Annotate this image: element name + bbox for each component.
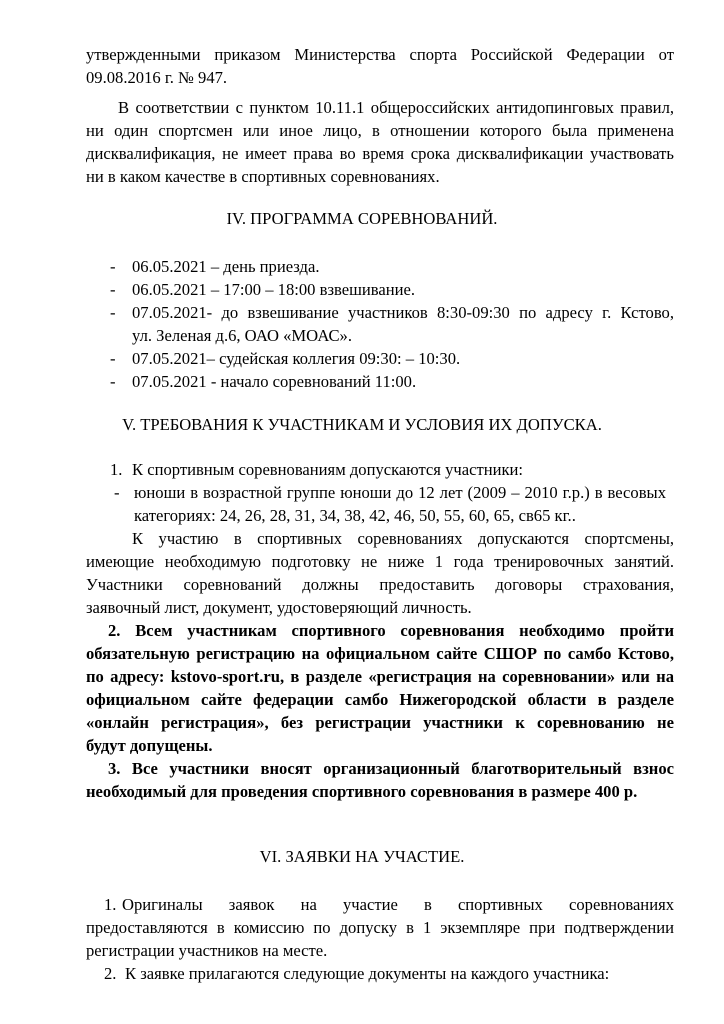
applications-item-1-line-3: регистрации участников на месте. <box>86 941 328 960</box>
applications-item-1-line-2: предоставляются в комиссию по допуску в 1 экземпляре при подтверждении <box>86 918 674 937</box>
section-6-heading: VI. ЗАЯВКИ НА УЧАСТИЕ. <box>259 847 465 866</box>
program-item-4: 07.05.2021– судейская коллегия 09:30: – 10:30. <box>132 349 461 368</box>
applications-item-1-line-1: Оригиналы заявок на участие в спортивных соревнованиях <box>122 895 674 914</box>
program-item-3-continuation: ул. Зеленая д.6, ОАО «МОАС». <box>132 326 353 345</box>
program-item-3: 07.05.2021- до взвешивание участников 8:30-09:30 по адресу г. Кстово, <box>132 303 674 322</box>
antidoping-para-line-1: В соответствии с пунктом 10.11.1 общероссийских антидопинговых правил, <box>118 98 674 117</box>
antidoping-para-line-3: дисквалификация, не имеет права во время срока дисквалификации участвовать <box>86 144 674 163</box>
program-item-dash: - <box>110 303 116 322</box>
registration-line-5: «онлайн регистрация», без регистрации участники к соревнованию не <box>86 713 674 732</box>
intro-line-2: 09.08.2016 г. № 947. <box>86 68 228 87</box>
program-item-5: 07.05.2021 - начало соревнований 11:00. <box>132 372 417 391</box>
program-item-2: 06.05.2021 – 17:00 – 18:00 взвешивание. <box>132 280 416 299</box>
program-item-dash: - <box>110 280 116 299</box>
intro-line-1: утвержденными приказом Министерства спорта Российской Федерации от <box>86 45 674 64</box>
registration-line-4: официальном сайте федерации самбо Нижегородской области в разделе <box>86 690 674 709</box>
admission-para-line-2: имеющие необходимую подготовку не ниже 1 года тренировочных занятий. <box>86 552 674 571</box>
section-4-heading: IV. ПРОГРАММА СОРЕВНОВАНИЙ. <box>226 209 498 228</box>
registration-line-1: 2. Всем участникам спортивного соревнования необходимо пройти <box>108 621 674 640</box>
age-group-dash: - <box>114 483 120 502</box>
age-group-line-1: юноши в возрастной группе юноши до 12 лет (2009 – 2010 г.р.) в весовых <box>134 483 666 502</box>
applications-item-2: К заявке прилагаются следующие документы на каждого участника: <box>125 964 610 983</box>
antidoping-para-line-2: ни один спортсмен или иное лицо, в отношении которого была применена <box>86 121 674 140</box>
requirements-item-1-marker: 1. <box>110 460 123 479</box>
requirements-item-1: К спортивным соревнованиям допускаются участники: <box>132 460 524 479</box>
admission-para-line-1: К участию в спортивных соревнованиях допускаются спортсмены, <box>132 529 674 548</box>
fee-line-2: необходимый для проведения спортивного соревнования в размере 400 р. <box>86 782 638 801</box>
admission-para-line-4: заявочный лист, документ, удостоверяющий личность. <box>86 598 472 617</box>
program-item-dash: - <box>110 349 116 368</box>
applications-item-1-marker: 1. <box>104 895 117 914</box>
antidoping-para-line-4: ни в каком качестве в спортивных соревнованиях. <box>86 167 440 186</box>
registration-line-6: будут допущены. <box>86 736 213 755</box>
registration-line-2: обязательную регистрацию на официальном сайте СШОР по самбо Кстово, <box>86 644 674 663</box>
section-5-heading: V. ТРЕБОВАНИЯ К УЧАСТНИКАМ И УСЛОВИЯ ИХ ДОПУСКА. <box>122 415 602 434</box>
fee-line-1: 3. Все участники вносят организационный благотворительный взнос <box>108 759 674 778</box>
program-item-1: 06.05.2021 – день приезда. <box>132 257 320 276</box>
admission-para-line-3: Участники соревнований должны предоставить договоры страхования, <box>86 575 674 594</box>
program-item-dash: - <box>110 372 116 391</box>
applications-item-2-marker: 2. <box>104 964 117 983</box>
registration-line-3: по адресу: kstovo-sport.ru, в разделе «регистрация на соревновании» или на <box>86 667 674 686</box>
program-item-dash: - <box>110 257 116 276</box>
age-group-line-2: категориях: 24, 26, 28, 31, 34, 38, 42, 46, 50, 55, 60, 65, св65 кг.. <box>134 506 576 525</box>
